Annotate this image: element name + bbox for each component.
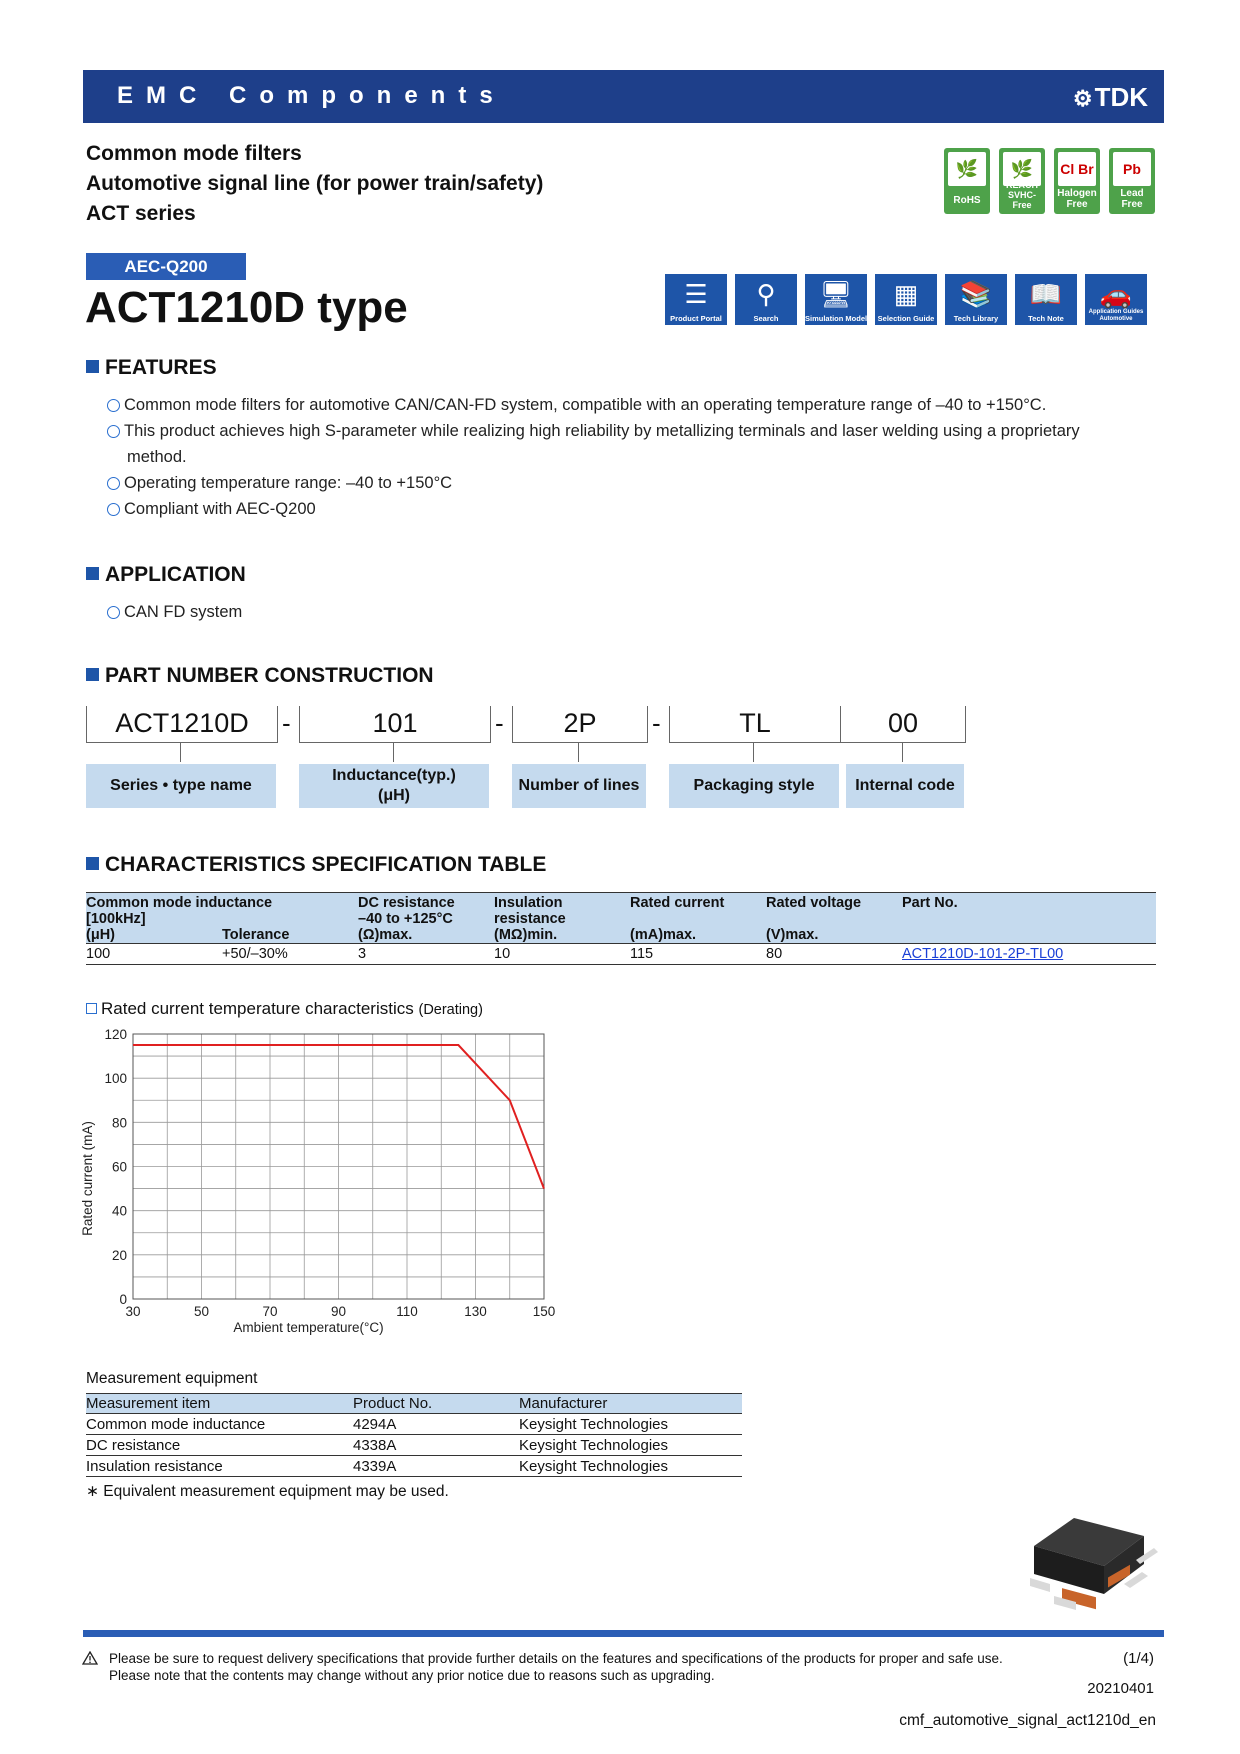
- rohs-badge: 🌿 RoHS: [944, 148, 990, 214]
- pn-connector: [753, 742, 754, 762]
- table-row: Common mode inductance 4294A Keysight Technologies: [86, 1414, 742, 1435]
- pn-internal-label: Internal code: [846, 764, 964, 808]
- halogen-free-badge: Cl Br Halogen Free: [1054, 148, 1100, 214]
- pn-dash: -: [282, 708, 291, 738]
- search-icon: ⚲: [756, 279, 776, 309]
- product-application: Automotive signal line (for power train/safety): [86, 172, 544, 195]
- books-icon: 📚: [959, 279, 993, 309]
- part-number-link[interactable]: ACT1210D-101-2P-TL00: [902, 946, 1064, 962]
- page-title: ACT1210D type: [85, 283, 408, 332]
- circle-bullet-icon: [107, 425, 120, 438]
- section-marker-icon: [86, 567, 99, 580]
- grid-icon: ▦: [893, 279, 919, 309]
- x-tick-label: 70: [262, 1304, 278, 1319]
- circle-bullet-icon: [107, 606, 120, 619]
- feature-item: This product achieves high S-parameter while realizing high reliability by metallizing terminals and laser welding using a proprietary method.: [107, 418, 1152, 470]
- feature-item: Compliant with AEC-Q200: [107, 496, 1152, 522]
- product-series: ACT series: [86, 202, 196, 225]
- monitor-icon: 🖥: [819, 279, 853, 309]
- selection-guide-button[interactable]: ▦ Selection Guide: [875, 274, 937, 325]
- application-heading: APPLICATION: [86, 563, 246, 587]
- leaves-icon: 🌿: [1003, 152, 1041, 186]
- feature-item: Operating temperature range: –40 to +150°C: [107, 470, 1152, 496]
- warning-icon: [82, 1651, 98, 1665]
- part-number-heading: PART NUMBER CONSTRUCTION: [86, 664, 434, 688]
- simulation-model-button[interactable]: 🖥 Simulation Model: [805, 274, 867, 325]
- pn-connector: [180, 742, 181, 762]
- open-book-icon: 📖: [1029, 279, 1063, 309]
- car-icon: 🚗: [1099, 279, 1133, 309]
- chart-caption: Rated current temperature characteristics (Derating): [86, 999, 483, 1019]
- pn-connector: [393, 742, 394, 762]
- circle-bullet-icon: [107, 503, 120, 516]
- tech-library-button[interactable]: 📚 Tech Library: [945, 274, 1007, 325]
- pn-connector: [902, 742, 903, 762]
- header-banner: [83, 70, 1164, 123]
- measurement-table: Measurement item Product No. Manufacturer Common mode inductance 4294A Keysight Technologies DC resistance 4338A Keysight Technologies Insulation resistance 4339A Keysight Technologies: [86, 1393, 742, 1477]
- tdk-logo: [1073, 82, 1148, 113]
- footer-disclaimer: Please be sure to request delivery specifications that provide further details on the features and specifications of the products for proper and safe use. Please note that the contents may change without any prior notice due to reasons such as upgrading.: [109, 1651, 1003, 1683]
- y-tick-label: 40: [111, 1203, 127, 1219]
- tech-note-button[interactable]: 📖 Tech Note: [1015, 274, 1077, 325]
- section-marker-icon: [86, 360, 99, 373]
- lead-free-badge: Pb Lead Free: [1109, 148, 1155, 214]
- circle-bullet-icon: [107, 399, 120, 412]
- pn-lines-label: Number of lines: [512, 764, 646, 808]
- y-tick-label: 80: [111, 1115, 127, 1131]
- section-marker-icon: [86, 857, 99, 870]
- product-portal-button[interactable]: ☰ Product Portal: [665, 274, 727, 325]
- application-guides-button[interactable]: 🚗 Application Guides Automotive: [1085, 274, 1147, 325]
- document-file-name: cmf_automotive_signal_act1210d_en: [899, 1712, 1156, 1729]
- x-tick-label: 110: [396, 1304, 418, 1319]
- circle-bullet-icon: [107, 477, 120, 490]
- features-heading: FEATURES: [86, 356, 217, 380]
- search-button[interactable]: ⚲ Search: [735, 274, 797, 325]
- banner-title: EMC Components: [117, 82, 506, 109]
- pn-series-label: Series • type name: [86, 764, 276, 808]
- pn-inductance-segment: 101: [299, 706, 491, 743]
- x-tick-label: 90: [330, 1304, 347, 1319]
- product-image: [1024, 1506, 1164, 1616]
- aec-q200-label: AEC-Q200: [86, 253, 246, 280]
- table-row: DC resistance 4338A Keysight Technologies: [86, 1435, 742, 1456]
- spec-table: Common mode inductance DC resistance Insulation Rated current Rated voltage Part No. [100kHz] –40 to +125°C resistance (μH) Tolerance (Ω)max. (MΩ)min. (mA)max. (V)max. 100 +50/–30% 3 10 115 80 ACT1210D-101-2P-TL00: [86, 892, 1156, 965]
- product-category: Common mode filters: [86, 142, 302, 165]
- y-tick-label: 20: [111, 1247, 127, 1263]
- y-tick-label: 60: [111, 1159, 127, 1175]
- pn-series-segment: ACT1210D: [86, 706, 278, 743]
- x-axis-label: Ambient temperature(°C): [233, 1320, 384, 1335]
- x-tick-label: 30: [125, 1304, 141, 1319]
- y-tick-label: 0: [119, 1292, 127, 1307]
- measurement-caption: Measurement equipment: [86, 1370, 258, 1387]
- tdk-brand: TDK: [1094, 82, 1148, 112]
- pn-dash: -: [495, 708, 504, 738]
- pn-internal-segment: 00: [840, 706, 966, 743]
- characteristics-heading: CHARACTERISTICS SPECIFICATION TABLE: [86, 853, 546, 877]
- pn-inductance-label: Inductance(typ.) (μH): [299, 764, 489, 808]
- feature-item: Common mode filters for automotive CAN/CAN-FD system, compatible with an operating temperature range of –40 to +150°C.: [107, 392, 1152, 418]
- leaf-icon: 🌿: [948, 152, 986, 186]
- pn-lines-segment: 2P: [512, 706, 648, 743]
- pn-dash: -: [652, 708, 661, 738]
- y-tick-label: 100: [104, 1071, 127, 1087]
- x-tick-label: 130: [464, 1304, 487, 1319]
- product-portal-icon: ☰: [684, 279, 708, 309]
- page-number: (1/4): [1123, 1650, 1154, 1667]
- square-bullet-icon: [86, 1003, 97, 1014]
- pn-packaging-segment: TL: [669, 706, 841, 743]
- x-tick-label: 150: [532, 1304, 556, 1319]
- y-tick-label: 120: [104, 1027, 127, 1042]
- measurement-note: ∗ Equivalent measurement equipment may be used.: [86, 1483, 449, 1500]
- footer-bar: [83, 1630, 1164, 1637]
- section-marker-icon: [86, 668, 99, 681]
- pn-connector: [578, 742, 579, 762]
- x-tick-label: 50: [193, 1304, 210, 1319]
- derating-chart: [70, 1022, 590, 1352]
- tdk-mark-icon: ⚙: [1072, 86, 1093, 111]
- application-item: CAN FD system: [107, 599, 1152, 625]
- table-row: 100 +50/–30% 3 10 115 80 ACT1210D-101-2P-TL00: [86, 944, 1156, 965]
- no-lead-icon: Pb: [1113, 152, 1151, 186]
- pn-packaging-label: Packaging style: [669, 764, 839, 808]
- document-date: 20210401: [1087, 1680, 1154, 1697]
- no-halogen-icon: Cl Br: [1058, 152, 1096, 186]
- y-axis-label: Rated current (mA): [80, 1121, 95, 1236]
- reach-badge: 🌿 REACH SVHC-Free: [999, 148, 1045, 214]
- table-row: Insulation resistance 4339A Keysight Technologies: [86, 1456, 742, 1477]
